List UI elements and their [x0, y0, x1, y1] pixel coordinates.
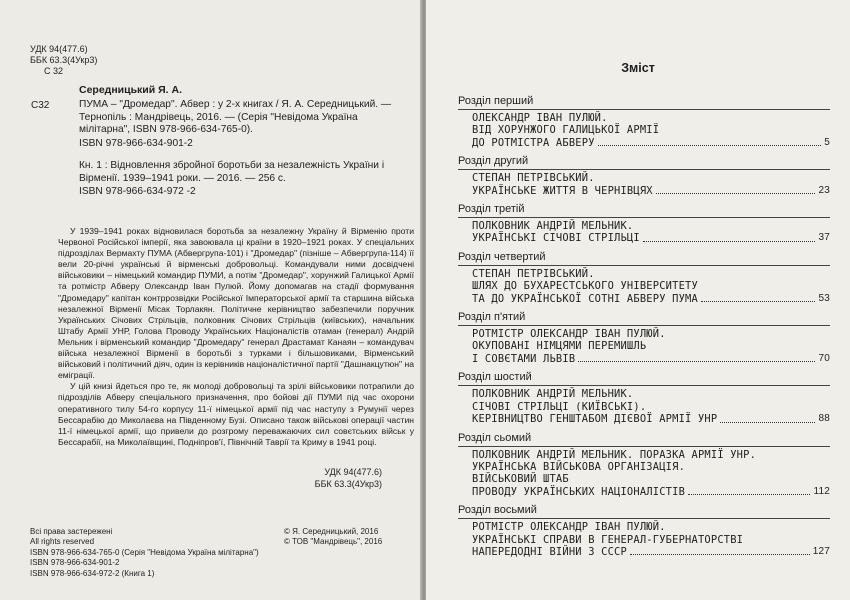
toc-leader-dots — [688, 494, 810, 495]
copyright-line: © Я. Середницький, 2016 — [284, 527, 379, 536]
toc-entry-line — [458, 340, 830, 352]
toc-page-number: 70 — [818, 352, 830, 364]
toc-entry-line — [458, 449, 830, 461]
toc-entry-line — [458, 413, 830, 425]
toc-entry-line — [458, 185, 830, 197]
volume-description: Кн. 1 : Відновлення збройної боротьби за незалежність України і Вірменії. 1939–1941 роки. — 2016. — 256 с. — [79, 160, 385, 184]
copyright-block — [284, 527, 382, 548]
toc-rule — [458, 518, 830, 519]
toc-leader-dots — [643, 241, 816, 242]
toc-section-heading: Розділ восьмий — [458, 504, 537, 517]
toc-section — [458, 504, 830, 558]
toc-entry-text: КЕРІВНИЦТВО ГЕНШТАБОМ ДІЄВОЇ АРМІЇ УНР — [472, 413, 718, 426]
classification-codes — [30, 44, 97, 77]
toc-page-number: 5 — [824, 136, 830, 148]
bbk-code: ББК 63.3(4Укр3) — [30, 55, 98, 65]
toc-entry-text: СТЕПАН ПЕТРІВСЬКИЙ. — [472, 172, 595, 185]
toc-rule — [458, 217, 830, 218]
toc-section-heading: Розділ третій — [458, 203, 525, 216]
toc-section — [458, 311, 830, 365]
annotation-paragraph: У цій книзі йдеться про те, як молоді добровольці та зрілі військовики потрапили до підрозділів Абверу спеціального призначення, про бойові дії ПУМИ під час охорони оперативного тилу 54-го корпусу 11-ї німецької армії під час наступу з Румунії через Бессарабію до Миколаєва на Південному Бузі. Описано також військові операції частин 11-ї німецької армії, що привели до розгрому переважаючих сил совєтських військ у Бессарабії, на Миколаївщині, Подніпров'ї, Північній Таврії та Криму в 1941 році. — [58, 381, 414, 447]
toc-leader-dots — [701, 301, 816, 302]
toc-entry-line — [458, 232, 830, 244]
toc-section — [458, 203, 830, 245]
rights-line: Всі права застережені — [30, 527, 113, 536]
bbk-footer: ББК 63.3(4Укр3) — [314, 479, 382, 489]
toc-rule — [458, 446, 830, 447]
toc-rule — [458, 169, 830, 170]
toc-page-number: 23 — [818, 184, 830, 196]
annotation — [58, 226, 414, 448]
toc-entry-text: І СОВЄТАМИ ЛЬВІВ — [472, 352, 576, 365]
bibliographic-entry — [79, 99, 411, 198]
toc-rule — [458, 265, 830, 266]
toc-entry-line — [458, 268, 830, 280]
toc-entry-text: ВІД ХОРУНЖОГО ГАЛИЦЬКОЇ АРМІЇ — [472, 124, 660, 137]
rights-line: All rights reserved — [30, 537, 95, 547]
toc-page-number: 127 — [812, 545, 830, 557]
toc-entry-text: СІЧОВІ СТРІЛЬЦІ (КИЇВСЬКІ). — [472, 400, 647, 413]
toc-entry-line — [458, 388, 830, 400]
toc-entry-line — [458, 220, 830, 232]
toc-entry-text: ПОЛКОВНИК АНДРІЙ МЕЛЬНИК. — [472, 220, 634, 233]
isbn-series: ISBN 978-966-634-901-2 — [79, 137, 193, 149]
toc-leader-dots — [578, 361, 815, 362]
toc-section — [458, 371, 830, 425]
toc-entry-line — [458, 461, 830, 473]
toc-section-heading: Розділ четвертий — [458, 250, 546, 263]
toc-entry-text: ПРОВОДУ УКРАЇНСЬКИХ НАЦІОНАЛІСТІВ — [472, 485, 686, 498]
toc-title: Зміст — [621, 61, 655, 75]
toc-entry-line — [458, 486, 830, 498]
toc-entry-text: ДО РОТМІСТРА АБВЕРУ — [472, 136, 595, 149]
toc-page-number: 53 — [818, 292, 830, 304]
toc-entry-text: ОЛЕКСАНДР ІВАН ПУЛЮЙ. — [472, 112, 608, 124]
toc-entry-text: СТЕПАН ПЕТРІВСЬКИЙ. — [472, 267, 595, 280]
toc-page-number: 88 — [818, 413, 830, 425]
toc-entry-text: ПОЛКОВНИК АНДРІЙ МЕЛЬНИК. — [472, 388, 634, 401]
toc-section-heading: Розділ перший — [458, 95, 534, 107]
toc-rule — [458, 325, 830, 326]
rights-line: ISBN 978-966-634-765-0 (Серія "Невідома Україна мілітарна") — [30, 547, 259, 557]
toc-entry-line — [458, 172, 830, 184]
toc-entry-line — [458, 124, 830, 136]
rights-line: ISBN 978-966-634-901-2 — [30, 558, 120, 568]
toc-entry-line — [458, 137, 830, 149]
toc-entry-text: ОКУПОВАНІ НІМЦЯМИ ПЕРЕМИШЛЬ — [472, 340, 647, 353]
toc-section-heading: Розділ сьомий — [458, 431, 532, 444]
toc-entry-line — [458, 401, 830, 413]
isbn-volume: ISBN 978-966-634-972 -2 — [79, 185, 196, 197]
toc-entry-text: НАПЕРЕДОДНІ ВІЙНИ З СССР — [472, 545, 627, 558]
toc-entry-line — [458, 521, 830, 533]
toc-entry-text: РОТМІСТР ОЛЕКСАНДР ІВАН ПУЛЮЙ. — [472, 521, 666, 534]
toc-rule — [458, 109, 830, 110]
toc-section — [458, 432, 830, 499]
toc-entry-text: ПОЛКОВНИК АНДРІЙ МЕЛЬНИК. ПОРАЗКА АРМІЇ УНР. — [472, 448, 757, 461]
table-of-contents — [458, 95, 830, 564]
right-page — [426, 0, 850, 600]
toc-entry-line — [458, 546, 830, 558]
toc-rule — [458, 385, 830, 386]
bib-description: ПУМА – "Дромедар". Абвер : у 2-х книгах / Я. А. Середницький. — Тернопіль : Мандрівець, 2016. — (Серія "Невідома Україна мілітарна", ISBN 978-966-634-765-0). — [79, 99, 392, 136]
toc-entry-text: ШЛЯХ ДО БУХАРЕСТСЬКОГО УНІВЕРСИТЕТУ — [472, 280, 698, 293]
toc-entry-text: ВІЙСЬКОВИЙ ШТАБ — [472, 473, 569, 486]
toc-entry-text: УКРАЇНСЬКІ СІЧОВІ СТРІЛЬЦІ — [472, 232, 640, 245]
toc-entry-line — [458, 473, 830, 485]
toc-entry-text: УКРАЇНСЬКЕ ЖИТТЯ В ЧЕРНІВЦЯХ — [472, 184, 653, 197]
toc-section — [458, 251, 830, 305]
toc-entry-text: ТА ДО УКРАЇНСЬКОЇ СОТНІ АБВЕРУ ПУМА — [472, 292, 698, 305]
toc-section-heading: Розділ п'ятий — [458, 311, 526, 324]
annotation-paragraph: У 1939–1941 роках відновилася боротьба за незалежну Україну й Вірменію проти Червоної Російської імперії, яка завоювала ці країни в 1920–1921 роках. У спеціальних підрозділах Вермахту ПУМА (Абвергрупа-101) і "Дромедар" (пізніше – Абвергрупа-114) її вели 20-річні українські й вірменські добровольці. Командували ними досвідчені військовики – німецький командир ПУМИ, а потім "Дромедар", хорунжий Галицької Армії та ротмістр Абверу Олександр Іван Пулюй. Йому допомагав на стадії формування "Дромедару" капітан контррозвідки Російської Імператорської армії та старшина війська незалежної Вірменії Місак Торлакян. Політичне керівництво забезпечили поручник Українських Січових Стрільців, полковник Січових Стрільців (київських), начальник Штабу Армії УНР, Голова Проводу Українських Націоналістів отаман (генерал) Андрій Мельник і вірменський командир "Дромедару" генерал Драстамат Канаян – командувач війська незалежної Вірменії в боротьбі з турками і більшовиками, Вірменський військовий і політичний діяч, один із керівників націоналістичної партії "Дашнакцутюн" на еміграції. — [58, 226, 414, 381]
left-page — [0, 0, 422, 600]
toc-page-number: 112 — [813, 485, 830, 497]
toc-entry-line — [458, 280, 830, 292]
author-code: С 32 — [44, 66, 64, 76]
toc-page-number: 37 — [818, 232, 830, 244]
toc-entry-line — [458, 112, 830, 124]
toc-section-heading: Розділ другий — [458, 155, 529, 168]
toc-section — [458, 95, 830, 149]
toc-entry-line — [458, 293, 830, 305]
toc-section-heading: Розділ шостий — [458, 371, 532, 384]
rights-line: ISBN 978-966-634-972-2 (Книга 1) — [30, 568, 155, 578]
toc-leader-dots — [630, 554, 810, 555]
toc-leader-dots — [656, 193, 816, 194]
udk-code: УДК 94(477.6) — [30, 44, 88, 54]
toc-section — [458, 155, 830, 197]
toc-entry-text: УКРАЇНСЬКІ СПРАВИ В ГЕНЕРАЛ-ГУБЕРНАТОРСТВІ — [472, 533, 744, 546]
toc-entry-line — [458, 353, 830, 365]
author-heading: Середницький Я. А. — [79, 84, 183, 96]
toc-leader-dots — [598, 145, 822, 146]
toc-leader-dots — [720, 422, 815, 423]
udk-footer: УДК 94(477.6) — [324, 467, 382, 477]
toc-entry-text: РОТМІСТР ОЛЕКСАНДР ІВАН ПУЛЮЙ. — [472, 328, 666, 341]
toc-entry-line — [458, 328, 830, 340]
toc-entry-text: УКРАЇНСЬКА ВІЙСЬКОВА ОРГАНІЗАЦІЯ. — [472, 460, 686, 473]
copyright-line: © ТОВ "Мандрівець", 2016 — [284, 537, 383, 547]
shelf-mark: С32 — [31, 100, 50, 111]
classification-footer — [315, 466, 382, 490]
rights-block — [30, 527, 259, 579]
toc-entry-line — [458, 534, 830, 546]
